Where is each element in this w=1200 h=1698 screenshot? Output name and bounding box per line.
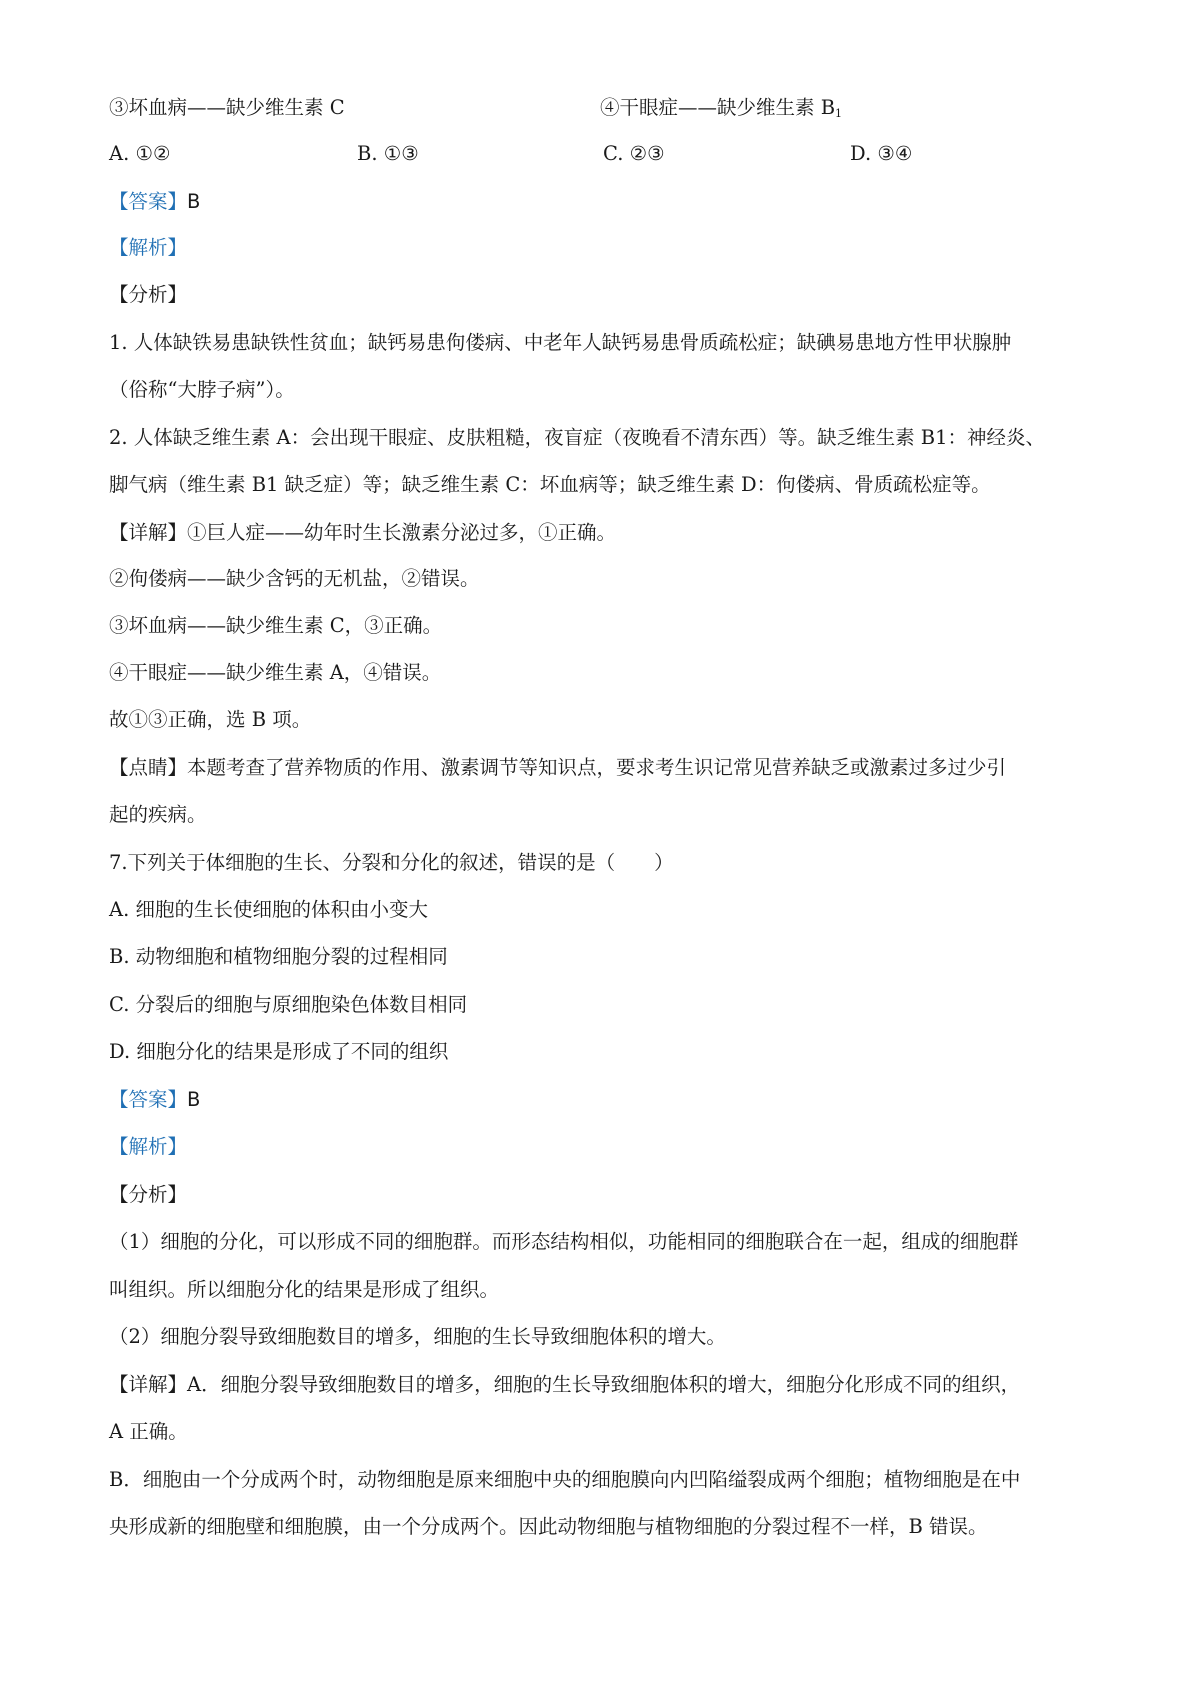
q7-option-c: C. 分裂后的细胞与原细胞染色体数目相同 (109, 993, 468, 1016)
q6-detail-4: ④干眼症——缺少维生素 A，④错误。 (109, 661, 442, 684)
q7-answer: 【答案】B (109, 1088, 201, 1111)
q6-detail-2: ②佝偻病——缺少含钙的无机盐，②错误。 (109, 567, 480, 590)
q6-answer: 【答案】B (109, 190, 201, 213)
q6-detail-5: 故①③正确，选 B 项。 (109, 708, 312, 731)
q6-item-4: ④干眼症——缺少维生素 $B_1$ (600, 96, 843, 120)
q6-detail-3: ③坏血病——缺少维生素 C，③正确。 (109, 614, 443, 637)
q6-analysis-p1-line2: （俗称“大脖子病”）。 (109, 378, 295, 401)
q7-fenxi-tag: 【分析】 (109, 1183, 188, 1206)
q7-analysis-1-line2: 叫组织。所以细胞分化的结果是形成了组织。 (109, 1278, 500, 1301)
q7-detail-b-line1: B．细胞由一个分成两个时，动物细胞是原来细胞中央的细胞膜向内凹陷缢裂成两个细胞；植物细胞是在中 (109, 1468, 1021, 1491)
q6-comment-line1: 【点睛】本题考查了营养物质的作用、激素调节等知识点，要求考生识记常见营养缺乏或激素过多过少引 (109, 756, 1007, 779)
q7-analysis-1-line1: （1）细胞的分化，可以形成不同的细胞群。而形态结构相似，功能相同的细胞联合在一起，组成的细胞群 (109, 1230, 1019, 1253)
q6-option-a: A. ①② (109, 142, 171, 165)
q7-option-a: A. 细胞的生长使细胞的体积由小变大 (109, 898, 428, 921)
q6-analysis-p1-line1: 1. 人体缺铁易患缺铁性贫血；缺钙易患佝偻病、中老年人缺钙易患骨质疏松症；缺碘易患地方性甲状腺肿 (109, 331, 1012, 354)
q7-detail-a-line2: A 正确。 (109, 1420, 188, 1443)
q6-item-3: ③坏血病——缺少维生素 C (109, 96, 345, 119)
q7-analysis-2-line1: （2）细胞分裂导致细胞数目的增多，细胞的生长导致细胞体积的增大。 (109, 1325, 726, 1348)
q6-analysis-p2-line2: 脚气病（维生素 B1 缺乏症）等；缺乏维生素 C：坏血病等；缺乏维生素 D：佝偻病、骨质疏松症等。 (109, 473, 991, 496)
q7-question: 7.下列关于体细胞的生长、分裂和分化的叙述，错误的是（ ） (109, 851, 674, 874)
q6-analysis-p2-line1: 2. 人体缺乏维生素 A：会出现干眼症、皮肤粗糙，夜盲症（夜晚看不清东西）等。缺乏维生素 B1：神经炎、 (109, 426, 1046, 449)
q6-analysis-tag: 【解析】 (109, 236, 188, 259)
q6-option-d: D. ③④ (850, 142, 913, 165)
q6-detail-1: 【详解】①巨人症——幼年时生长激素分泌过多，①正确。 (109, 521, 617, 544)
q6-option-c: C. ②③ (603, 142, 665, 165)
q7-option-d: D. 细胞分化的结果是形成了不同的组织 (109, 1040, 449, 1063)
q7-analysis-tag: 【解析】 (109, 1135, 188, 1158)
q6-option-b: B. ①③ (357, 142, 419, 165)
q7-detail-a-line1: 【详解】A．细胞分裂导致细胞数目的增多，细胞的生长导致细胞体积的增大，细胞分化形成不同的组织， (109, 1373, 1021, 1396)
q7-option-b: B. 动物细胞和植物细胞分裂的过程相同 (109, 945, 448, 968)
q6-fenxi-tag: 【分析】 (109, 283, 188, 306)
q6-comment-line2: 起的疾病。 (109, 803, 207, 826)
q7-detail-b-line2: 央形成新的细胞壁和细胞膜，由一个分成两个。因此动物细胞与植物细胞的分裂过程不一样，B 错误。 (109, 1515, 988, 1538)
